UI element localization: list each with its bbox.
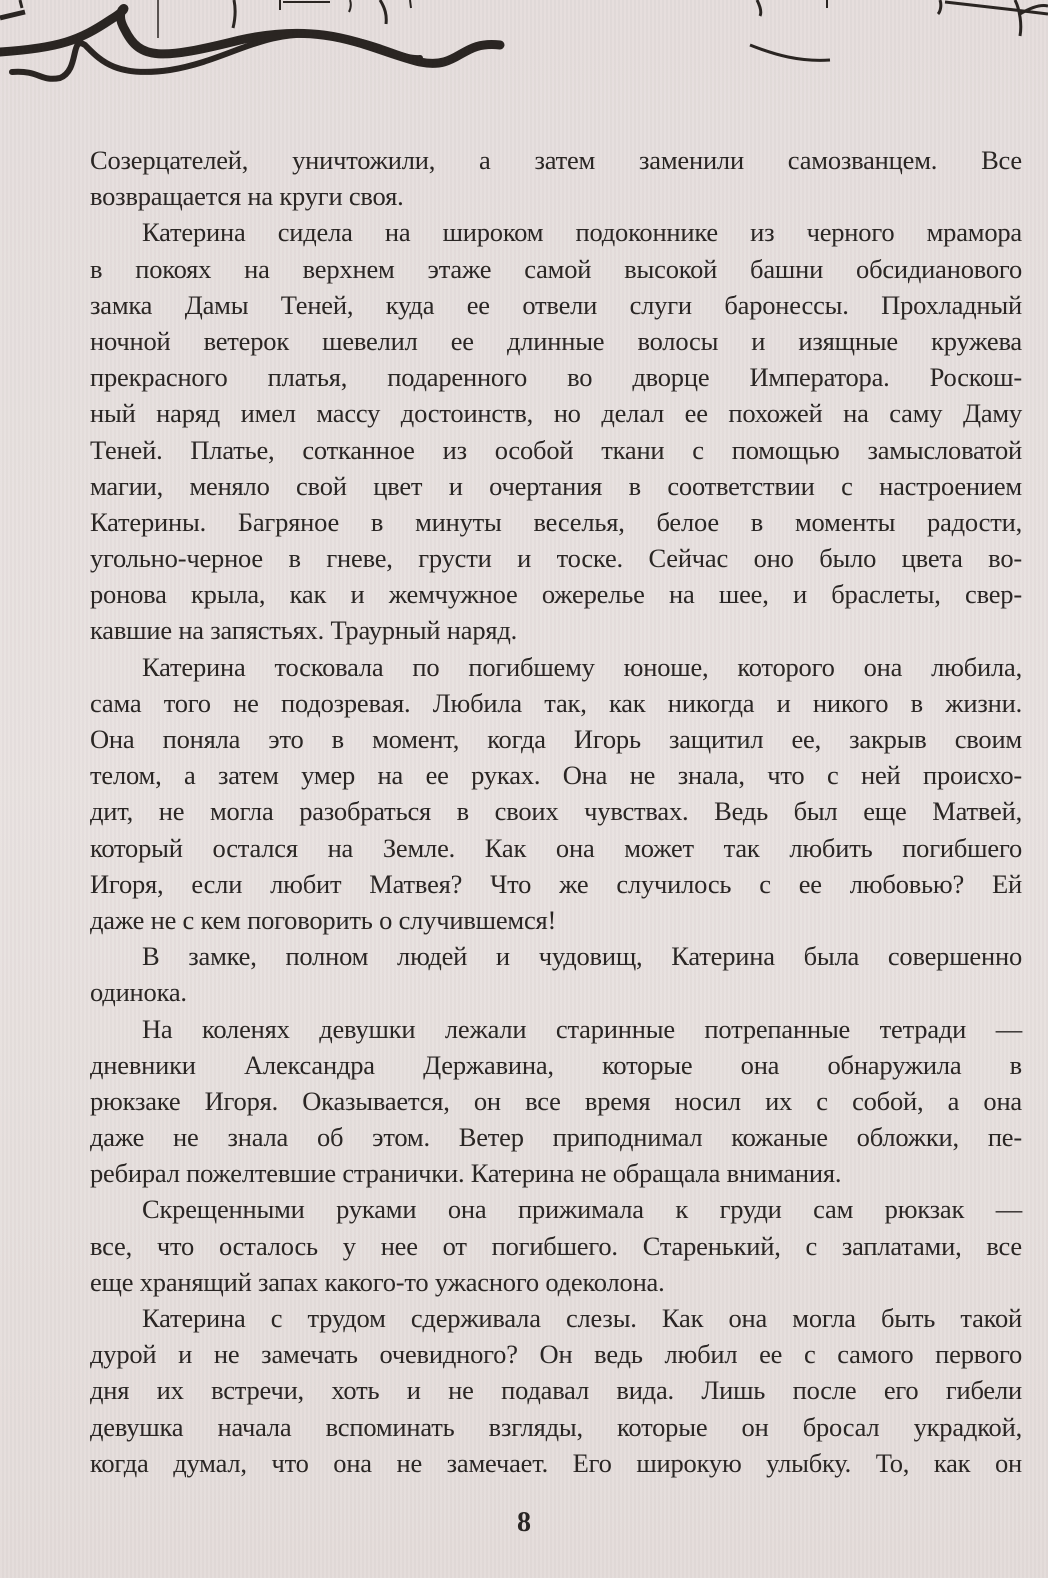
text-line: когда думал, что она не замечает. Его широкую улыбку. То, как он — [90, 1447, 1022, 1478]
text-line: даже не с кем поговорить о случившемся! — [90, 904, 557, 935]
text-line: ный наряд имел массу достоинств, но делал ее похожей на саму Даму — [90, 398, 1022, 429]
text-line: ронова крыла, как и жемчужное ожерелье на шее, и браслеты, свер- — [90, 579, 1022, 610]
text-line: одинока. — [90, 977, 187, 1008]
text-line: На коленях девушки лежали старинные потрепанные тетради — — [142, 1013, 1022, 1044]
text-line: Катерины. Багряное в минуты веселья, белое в моменты радости, — [90, 506, 1022, 537]
text-line: дневники Александра Державина, которые она обнаружила в — [90, 1049, 1022, 1080]
text-line: угольно-черное в гневе, грусти и тоске. Сейчас оно было цвета во- — [90, 543, 1022, 574]
text-line: кавшие на запястьях. Траурный наряд. — [90, 615, 518, 646]
text-line: ребирал пожелтевшие странички. Катерина не обращала внимания. — [90, 1158, 842, 1189]
text-line: Созерцателей, уничтожили, а затем заменили самозванцем. Все — [90, 145, 1022, 175]
text-line: Катерина с трудом сдерживала слезы. Как она могла быть такой — [142, 1303, 1022, 1333]
text-line: дня их встречи, хоть и не подавал вида. Лишь после его гибели — [90, 1375, 1022, 1406]
text-line: В замке, полном людей и чудовищ, Катерина была совершенно — [142, 941, 1022, 972]
text-line: дит, не могла разобраться в своих чувствах. Ведь был еще Матвей, — [90, 796, 1022, 827]
text-line: в покоях на верхнем этаже самой высокой башни обсидианового — [90, 253, 1022, 284]
text-line: еще хранящий запах какого-то ужасного одеколона. — [90, 1266, 665, 1297]
text-line: Скрещенными руками она прижимала к груди сам рюкзак — — [142, 1194, 1022, 1225]
text-line: даже не знала об этом. Ветер приподнимал кожаные обложки, пе- — [90, 1122, 1022, 1153]
text-line: возвращается на круги своя. — [90, 181, 404, 212]
text-line: девушка начала вспоминать взгляды, которые он бросал украдкой, — [90, 1411, 1022, 1442]
text-line: Игоря, если любит Матвея? Что же случилось с ее любовью? Ей — [90, 868, 1022, 899]
text-line: сама того не подозревая. Любила так, как никогда и никого в жизни. — [90, 687, 1022, 718]
page-number: 8 — [517, 1507, 531, 1538]
text-line: который остался на Земле. Как она может так любить погибшего — [90, 832, 1022, 863]
body-text — [90, 142, 1022, 1481]
text-line: рюкзаке Игоря. Оказывается, он все время носил их с собой, а она — [90, 1085, 1022, 1116]
text-line: телом, а затем умер на ее руках. Она не знала, что с ней происхо- — [90, 760, 1022, 791]
text-line: Катерина тосковала по погибшему юноше, которого она любила, — [142, 651, 1022, 682]
text-line: Катерина сидела на широком подоконнике из черного мрамора — [142, 217, 1022, 248]
text-line: дурой и не замечать очевидного? Он ведь любил ее с самого первого — [90, 1339, 1022, 1370]
text-line: Теней. Платье, сотканное из особой ткани с помощью замысловатой — [90, 434, 1022, 465]
text-line: прекрасного платья, подаренного во дворце Императора. Роскош- — [90, 362, 1022, 393]
text-line: магии, меняло свой цвет и очертания в соответствии с настроением — [90, 470, 1022, 501]
text-line: ночной ветерок шевелил ее длинные волосы и изящные кружева — [90, 325, 1022, 356]
text-line: все, что осталось у нее от погибшего. Старенький, с заплатами, все — [90, 1230, 1022, 1261]
text-line: Она поняла это в момент, когда Игорь защитил ее, закрыв своим — [90, 724, 1022, 754]
text-line: замка Дамы Теней, куда ее отвели слуги баронессы. Прохладный — [90, 289, 1022, 320]
decorative-flourish-icon — [0, 0, 1048, 110]
